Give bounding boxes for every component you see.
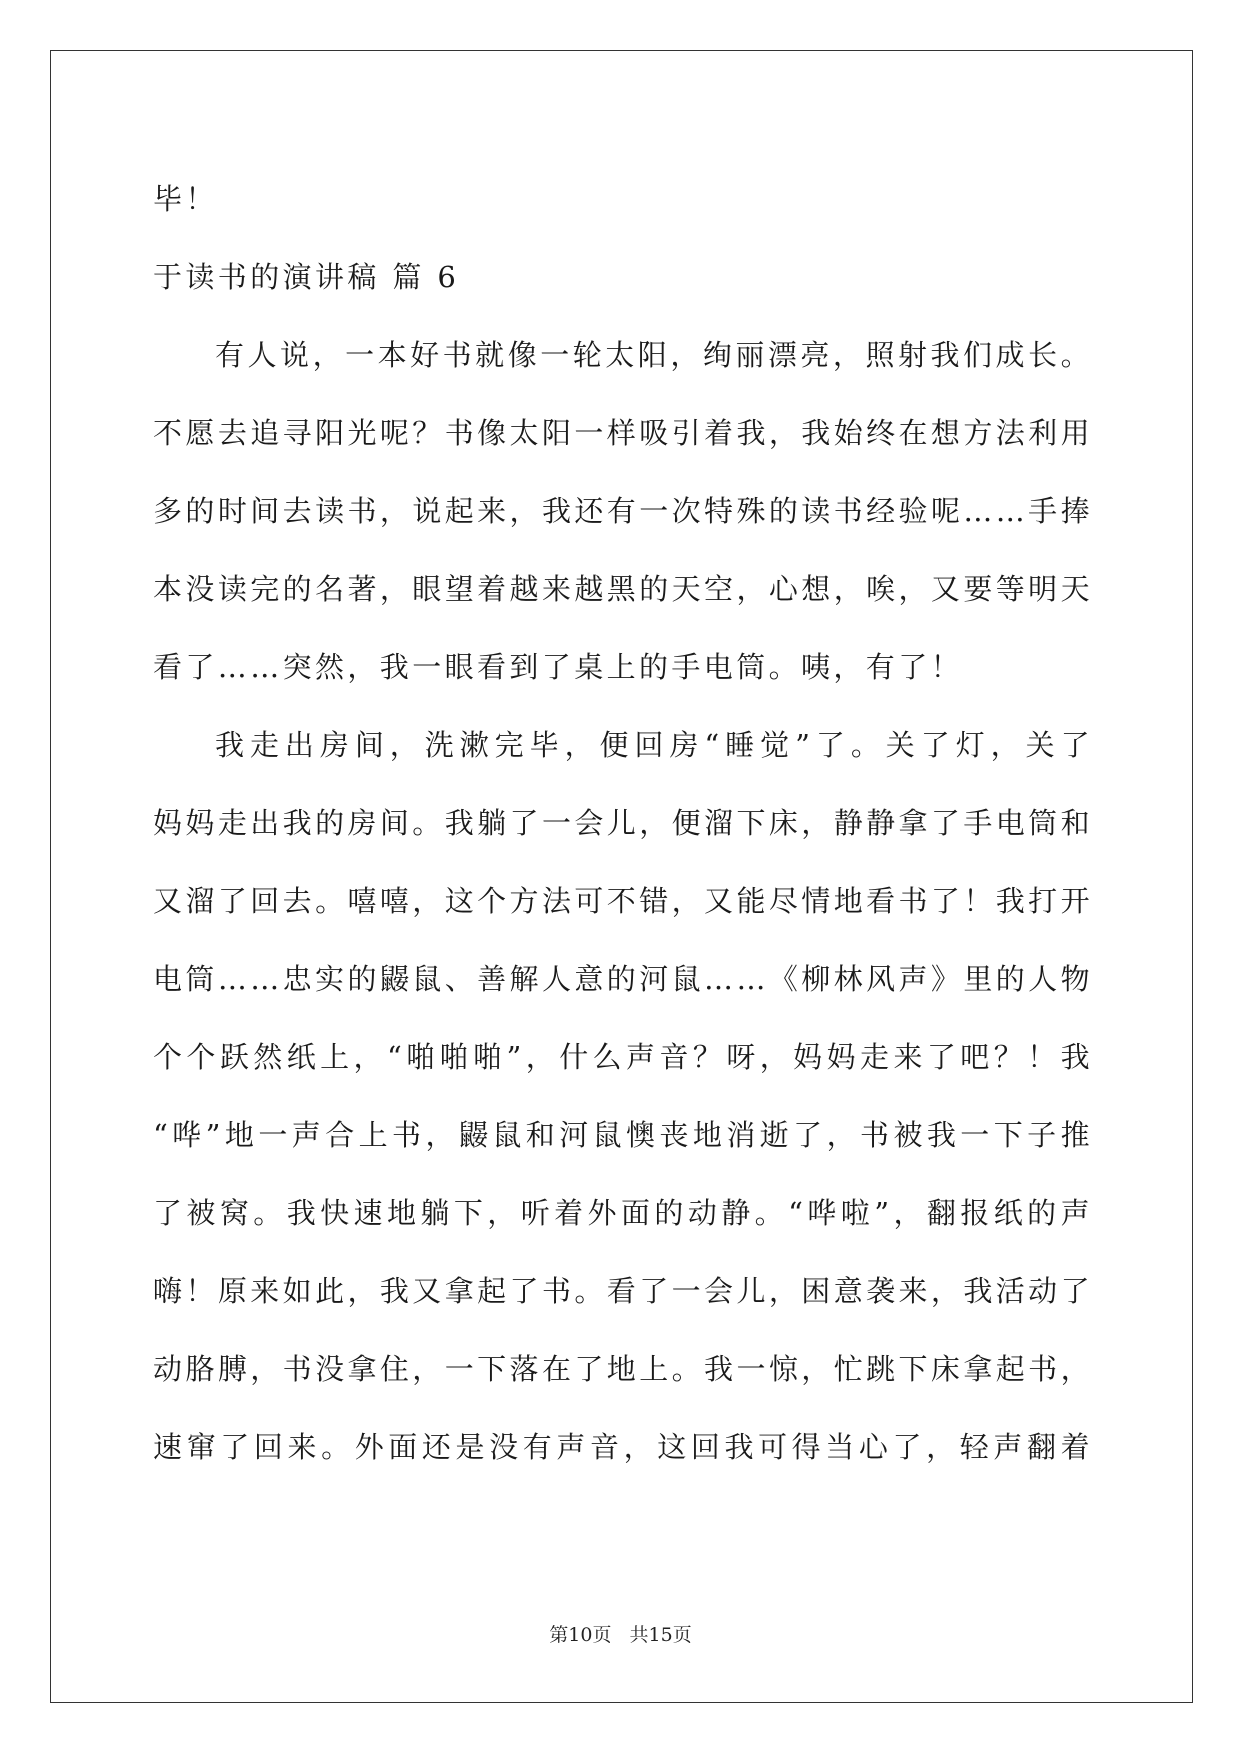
paragraph-line: 又溜了回去。嘻嘻，这个方法可不错，又能尽情地看书了！我打开	[153, 884, 1093, 918]
paragraph-line: 个个跃然纸上，“啪啪啪”，什么声音？呀，妈妈走来了吧？！我	[153, 1040, 1093, 1074]
paragraph-line: 看了……突然，我一眼看到了桌上的手电筒。咦，有了！	[153, 650, 964, 684]
paragraph-line: 妈妈走出我的房间。我躺了一会儿，便溜下床，静静拿了手电筒和	[153, 806, 1093, 840]
paragraph-line: 我走出房间，洗漱完毕，便回房“睡觉”了。关了灯，关了	[215, 728, 1093, 762]
paragraph-line: 嗨！原来如此，我又拿起了书。看了一会儿，困意袭来，我活动了	[153, 1274, 1093, 1308]
text-line: 毕！	[153, 182, 218, 216]
paragraph-line: “哗”地一声合上书，鼹鼠和河鼠懊丧地消逝了，书被我一下子推	[153, 1118, 1093, 1152]
paragraph-line: 电筒……忠实的鼹鼠、善解人意的河鼠……《柳林风声》里的人物	[153, 962, 1093, 996]
paragraph-line: 动胳膊，书没拿住，一下落在了地上。我一惊，忙跳下床拿起书，	[153, 1352, 1093, 1386]
paragraph-line: 速窜了回来。外面还是没有声音，这回我可得当心了，轻声翻着	[153, 1430, 1093, 1464]
document-body	[153, 160, 1093, 1486]
page-number: 第10页	[549, 1624, 612, 1646]
paragraph-line: 了被窝。我快速地躺下，听着外面的动静。“哗啦”，翻报纸的声	[153, 1196, 1093, 1230]
section-heading: 于读书的演讲稿 篇 6	[153, 260, 460, 294]
paragraph-line: 本没读完的名著，眼望着越来越黑的天空，心想，唉，又要等明天	[153, 572, 1093, 606]
page-footer	[0, 1620, 1241, 1647]
paragraph-line: 有人说，一本好书就像一轮太阳，绚丽漂亮，照射我们成长。	[215, 338, 1093, 372]
paragraph-line: 不愿去追寻阳光呢？书像太阳一样吸引着我，我始终在想方法利用	[153, 416, 1093, 450]
page-total: 共15页	[629, 1624, 692, 1646]
paragraph-line: 多的时间去读书，说起来，我还有一次特殊的读书经验呢……手捧	[153, 494, 1093, 528]
